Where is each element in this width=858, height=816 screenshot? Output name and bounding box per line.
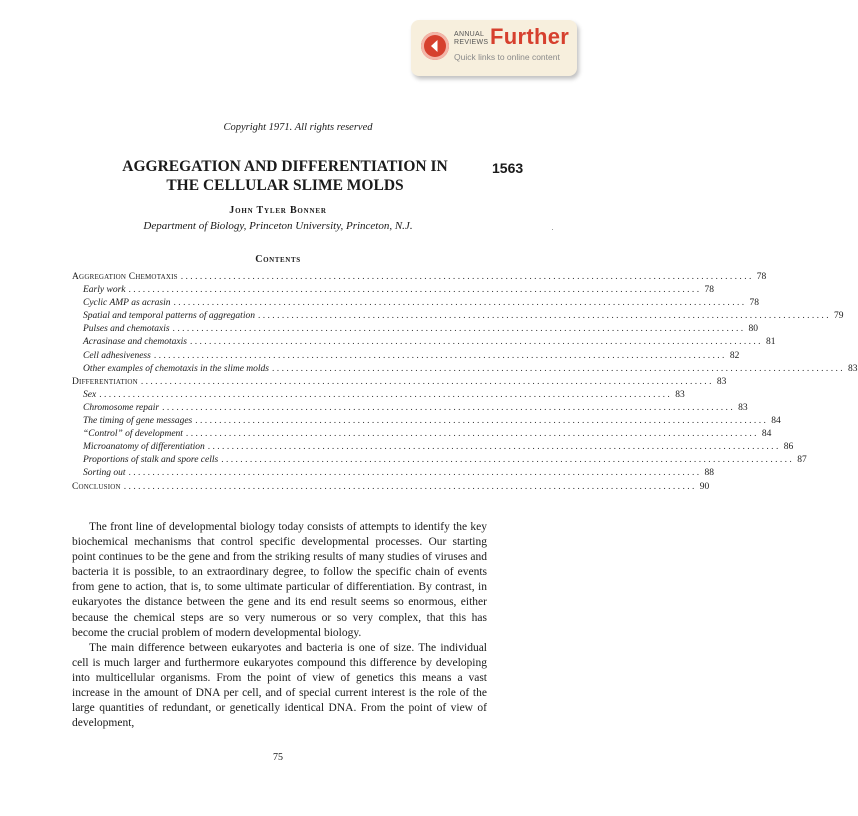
toc-leader-dots: ........................................................................................................................ xyxy=(195,416,769,427)
arrow-left-circle-icon[interactable] xyxy=(421,32,449,60)
toc-entry xyxy=(72,350,740,364)
toc-entry-label: Cell adhesiveness xyxy=(83,350,151,361)
toc-entry-label: Proportions of stalk and spore cells xyxy=(83,455,219,466)
toc-entry-page: 84 xyxy=(761,429,772,440)
toc-entry xyxy=(72,468,714,481)
toc-entry xyxy=(72,389,685,403)
toc-leader-dots: ........................................................................................................................ xyxy=(153,350,727,361)
table-of-contents xyxy=(72,272,858,495)
toc-entry-label: Differentiation xyxy=(72,376,138,387)
toc-entry-label: Early work xyxy=(83,285,126,296)
toc-leader-dots: ........................................................................................................................ xyxy=(207,442,781,453)
toc-entry-page: 83 xyxy=(716,376,727,387)
toc-entry-label: Aggregation Chemotaxis xyxy=(72,272,178,282)
title-line-2: THE CELLULAR SLIME MOLDS xyxy=(166,177,404,194)
toc-leader-dots: ........................................................................................................................ xyxy=(257,311,831,322)
toc-entry-page: 83 xyxy=(675,389,685,400)
article-title xyxy=(80,157,490,195)
title-line-1: AGGREGATION AND DIFFERENTIATION IN xyxy=(122,158,448,175)
toc-leader-dots: ........................................................................................................................ xyxy=(162,402,736,413)
toc-entry xyxy=(72,455,807,468)
contents-heading: Contents xyxy=(255,254,301,265)
toc-entry xyxy=(72,337,776,350)
badge-annual-label: ANNUAL xyxy=(454,31,485,38)
badge-annual-reviews xyxy=(454,31,488,47)
toc-leader-dots: ........................................................................................................................ xyxy=(221,455,795,466)
toc-entry-page: 86 xyxy=(783,442,794,453)
badge-reviews-label: REVIEWS xyxy=(454,39,489,46)
toc-entry xyxy=(72,363,858,377)
toc-leader-dots: ........................................................................................................................ xyxy=(172,324,746,335)
toc-leader-dots: ........................................................................................................................ xyxy=(189,337,763,348)
article-body xyxy=(72,520,487,731)
toc-entry xyxy=(72,481,710,495)
toc-entry-page: 78 xyxy=(749,298,760,309)
toc-entry-label: “Control” of development xyxy=(83,429,183,440)
toc-leader-dots: ........................................................................................................................ xyxy=(140,376,714,387)
toc-entry xyxy=(72,298,760,311)
toc-entry-label: Sorting out xyxy=(83,468,126,479)
toc-entry xyxy=(72,376,727,390)
toc-entry-label: Pulses and chemotaxis xyxy=(83,324,170,335)
author-name: John Tyler Bonner xyxy=(229,205,327,216)
toc-entry-page: 78 xyxy=(704,285,714,296)
toc-entry-page: 80 xyxy=(748,324,759,335)
toc-entry xyxy=(72,429,772,442)
toc-entry-page: 87 xyxy=(797,455,807,466)
toc-entry-label: Conclusion xyxy=(72,481,121,492)
toc-entry-page: 81 xyxy=(765,337,776,348)
author-affiliation: Department of Biology, Princeton University, Princeton, N.J. xyxy=(143,220,413,232)
toc-leader-dots: ........................................................................................................................ xyxy=(128,468,702,479)
toc-leader-dots: ........................................................................................................................ xyxy=(185,429,759,440)
toc-leader-dots: ........................................................................................................................ xyxy=(173,298,747,309)
toc-entry-label: Other examples of chemotaxis in the slime molds xyxy=(83,363,270,374)
badge-subtitle[interactable]: Quick links to online content xyxy=(454,52,560,62)
toc-leader-dots: ........................................................................................................................ xyxy=(128,285,702,296)
toc-entry-page: 83 xyxy=(738,402,748,413)
toc-entry-page: 90 xyxy=(699,481,710,492)
toc-leader-dots: ........................................................................................................................ xyxy=(99,389,673,400)
scan-speck xyxy=(552,229,553,230)
toc-entry xyxy=(72,285,714,298)
body-paragraph: The front line of developmental biology today consists of attempts to identify the key biochemical mechanisms that control specific developmental processes. Our starting point continues to be the gene and from the striking results of many studies of viruses and bacteria it is possible, to an extraordinary degree, to follow the specific chain of events from gene to action, that is, to some ultimate particular of differentiation. By contrast, in eukaryotes the distance between the gene and its end result seems so enormous, either because the chemical steps are so very numerous or so very complex, that this has become the crucial problem of modern developmental biology. xyxy=(72,521,487,639)
toc-entry-page: 83 xyxy=(848,363,858,374)
toc-entry-page: 88 xyxy=(704,468,714,479)
toc-entry-label: Microanatomy of differentiation xyxy=(83,442,205,453)
toc-entry-page: 79 xyxy=(833,311,844,322)
toc-entry-label: Chromosome repair xyxy=(83,402,160,413)
toc-leader-dots: ........................................................................................................................ xyxy=(272,363,846,374)
toc-entry-page: 78 xyxy=(756,272,767,282)
toc-entry xyxy=(72,324,759,337)
toc-leader-dots: ........................................................................................................................ xyxy=(180,272,754,282)
toc-leader-dots: ........................................................................................................................ xyxy=(123,481,697,492)
toc-entry xyxy=(72,311,844,324)
toc-entry-label: Cyclic AMP as acrasin xyxy=(83,298,171,309)
toc-entry-label: Sex xyxy=(83,389,97,400)
page-number-top: 1563 xyxy=(492,160,524,176)
badge-further-label[interactable]: Further xyxy=(490,24,570,49)
toc-entry xyxy=(72,272,767,285)
further-badge[interactable] xyxy=(411,20,577,76)
copyright-notice: Copyright 1971. All rights reserved xyxy=(223,122,373,133)
toc-entry-label: The timing of gene messages xyxy=(83,416,193,427)
toc-entry xyxy=(72,416,781,429)
toc-entry xyxy=(72,402,748,416)
toc-entry xyxy=(72,442,794,455)
toc-entry-label: Spatial and temporal patterns of aggregation xyxy=(83,311,255,322)
toc-entry-page: 82 xyxy=(729,350,740,361)
toc-entry-label: Acrasinase and chemotaxis xyxy=(83,337,187,348)
page-number-bottom: 75 xyxy=(273,752,283,763)
toc-entry-page: 84 xyxy=(771,416,781,427)
body-paragraph: The main difference between eukaryotes and bacteria is one of size. The individual cell is much larger and furthermore eukaryotes compound this difference by developing into multicellular organisms. From the point of view of genetics this means a vast increase in the amount of DNA per cell, and of special current interest is the role of the large quantities of redundant, or genetically identical DNA. From the point of view of development, xyxy=(72,641,487,730)
